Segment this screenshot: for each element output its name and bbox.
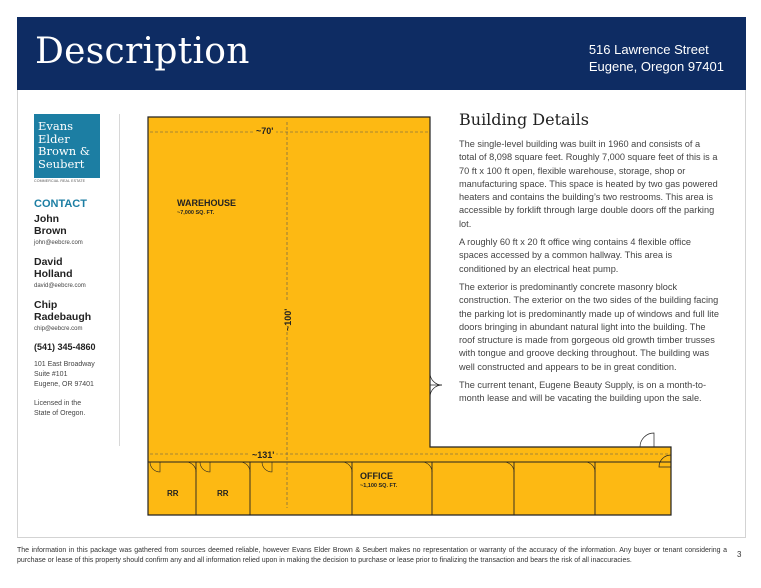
warehouse-label: WAREHOUSE [177, 198, 237, 208]
agent-email[interactable]: john@eebcre.com [34, 240, 83, 246]
door-swing [430, 373, 442, 385]
warehouse-size: ~7,000 SQ. FT. [177, 210, 215, 216]
agent-name: John Brown [34, 213, 67, 237]
details-paragraph: The current tenant, Eugene Beauty Supply, is on a month-to-month lease and will be vacating the building upon the sale. [459, 380, 707, 404]
dimension-length-label: ~131' [252, 450, 275, 460]
dimension-width-label: ~70' [256, 126, 274, 136]
office-label: OFFICE [360, 471, 393, 481]
agent-name: Chip Radebaugh [34, 299, 92, 323]
address-line: Suite #101 [34, 371, 68, 378]
agent-email[interactable]: david@eebcre.com [34, 283, 86, 289]
agent-email[interactable]: chip@eebcre.com [34, 326, 83, 332]
restroom-label: RR [167, 489, 179, 498]
details-title: Building Details [459, 110, 589, 129]
office-size: ~1,100 SQ. FT. [360, 483, 398, 489]
contact-heading: CONTACT [34, 198, 87, 210]
contact-phone[interactable]: (541) 345-4860 [34, 342, 96, 352]
door-swing [430, 385, 442, 397]
logo-subtitle: COMMERCIAL REAL ESTATE [34, 179, 86, 183]
details-paragraph: The single-level building was built in 1960 and consists of a total of 8,098 square feet. Roughly 7,000 square feet of this is a 70 ft x 100 ft open, flexible warehouse, storage, shop or manufacturing space. This space is heated by two gas powered heaters and contains the building’s two restrooms. This area is accessible by forklift through large double doors off the parking lot. [459, 139, 718, 229]
logo-line: Brown & [38, 144, 91, 158]
dimension-height-label: ~100' [283, 308, 293, 331]
address-line: 101 East Broadway [34, 361, 95, 368]
logo-line: Seubert [38, 156, 85, 171]
page-title: Description [35, 31, 250, 72]
building-details [459, 110, 719, 411]
logo-line: Evans [38, 119, 74, 133]
address-city: Eugene, Oregon 97401 [588, 59, 724, 74]
license-line: State of Oregon. [34, 410, 86, 417]
page-number: 3 [737, 550, 742, 559]
address-line: Eugene, OR 97401 [34, 381, 94, 388]
agent-name: David Holland [34, 256, 73, 280]
logo-line: Elder [38, 131, 70, 146]
restroom-label: RR [217, 489, 229, 498]
address-street: 516 Lawrence Street [588, 42, 709, 57]
door-swing [640, 433, 654, 447]
details-paragraph: A roughly 60 ft x 20 ft office wing contains 4 flexible office spaces accessed by a common hallway. This area is conditioned by an electrical heat pump. [459, 237, 692, 274]
disclaimer: The information in this package was gathered from sources deemed reliable, however Evans Elder Brown & Seubert makes no representation or warranty of the accuracy of the information. Any buyer or tenant considering a purchase or lease of this property should confirm any and all information relied upon in making the decision to purchase or lease prior to finalizing the transaction and bears the risk of all inaccuracies. [17, 547, 727, 564]
details-paragraph: The exterior is predominantly concrete masonry block construction. The exterior on the two sides of the building facing the parking lot is predominantly made up of windows and full lite doors bringing in abundant natural light into the building. The roof structure is made from gorgeous old growth timber trusses with tongue and groove decking throughout. The building was well constructed and appears to be in great condition. [459, 281, 719, 372]
license-line: Licensed in the [34, 400, 82, 407]
